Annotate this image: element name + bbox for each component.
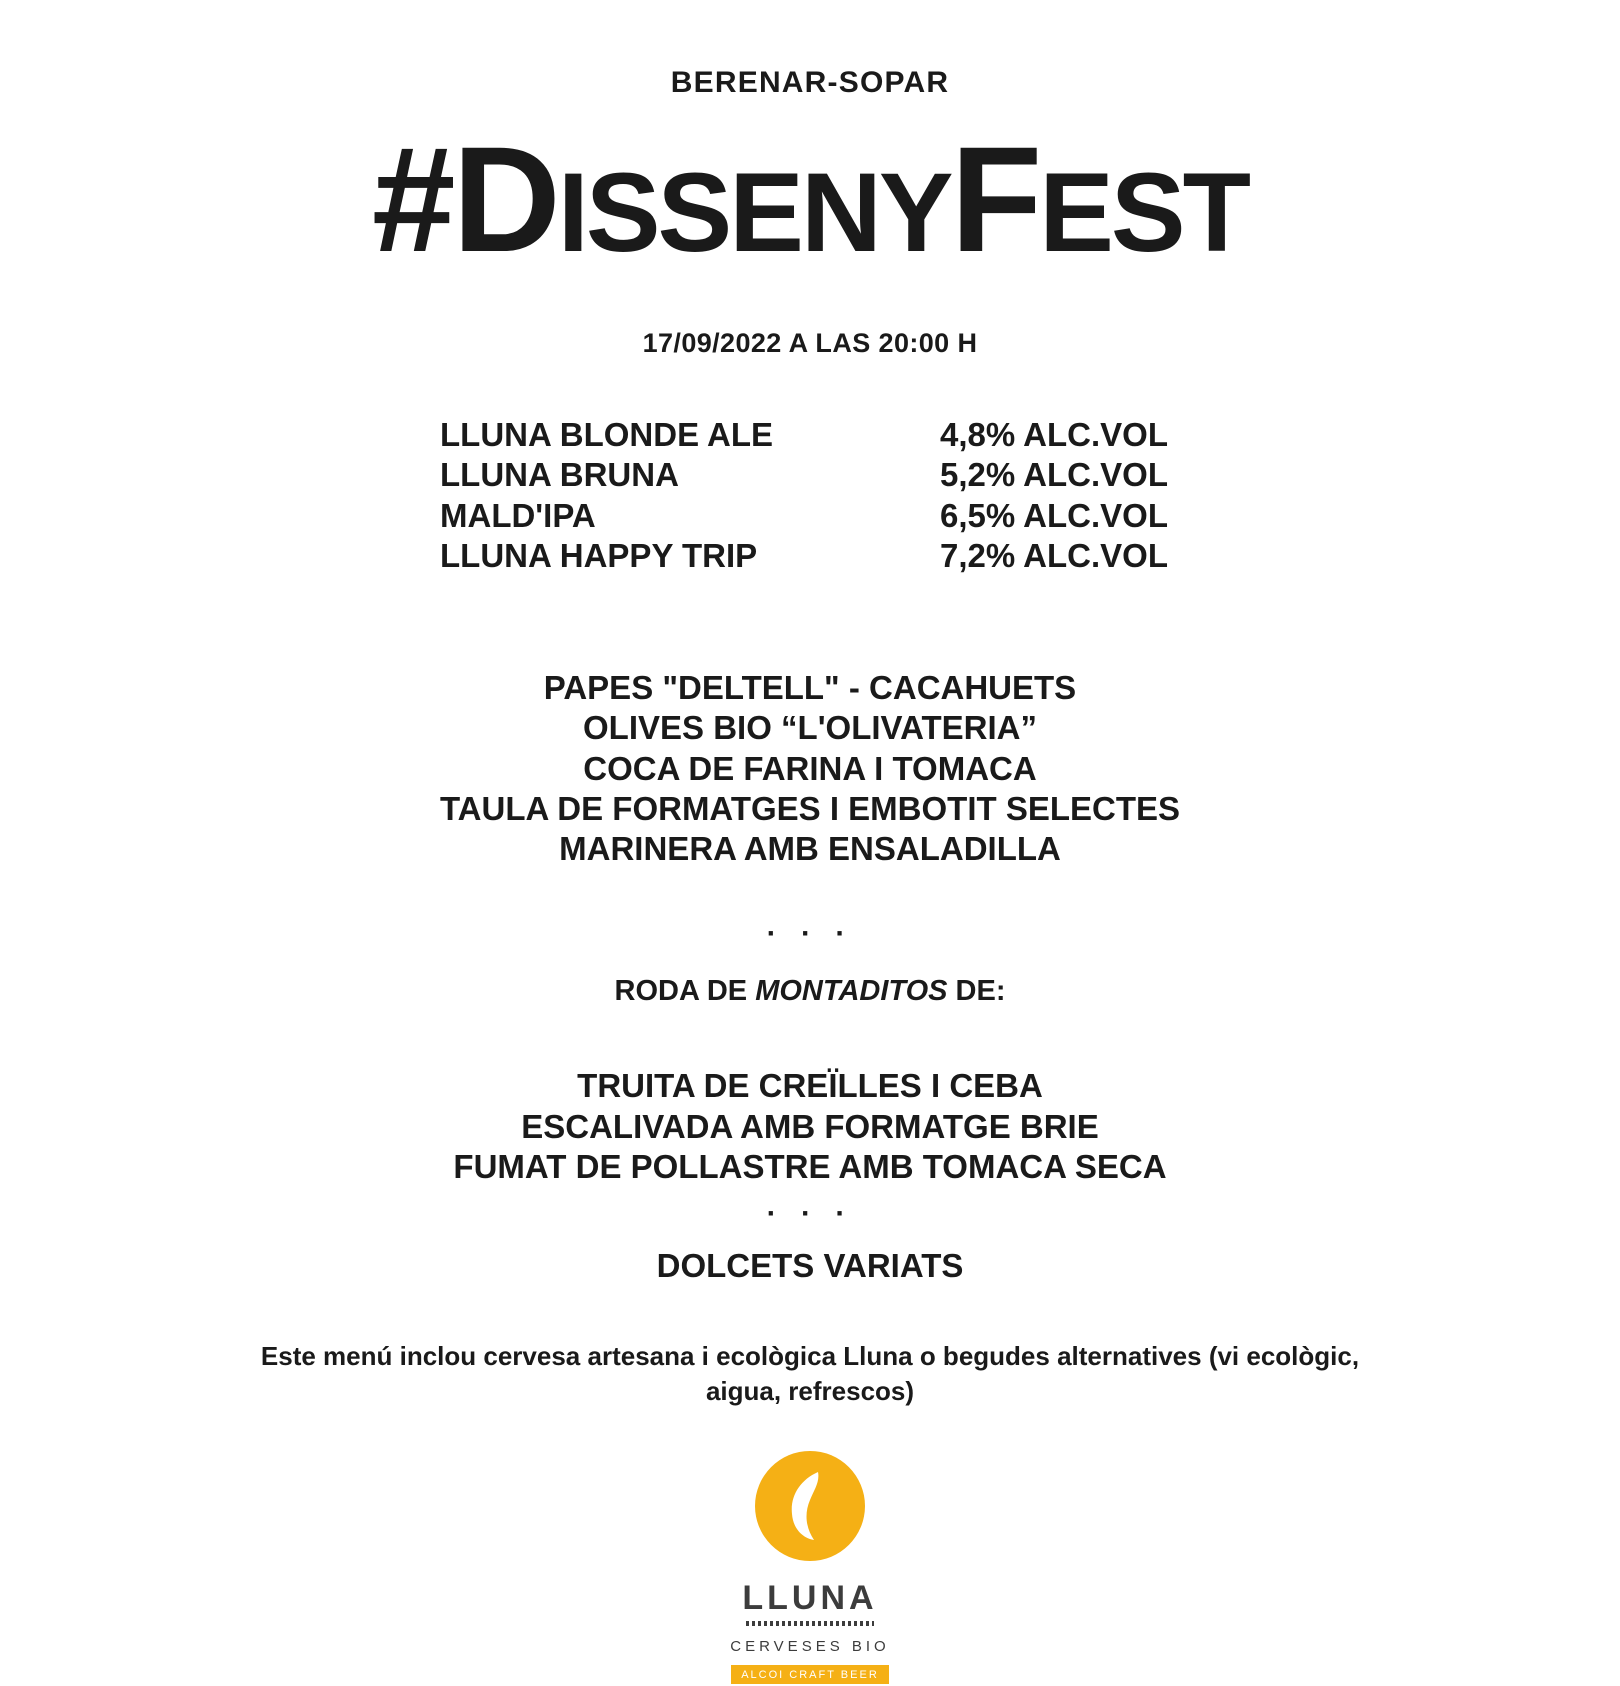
montaditos-list: [0, 1066, 1620, 1187]
beer-abv: 4,8% ALC.VOL: [940, 416, 1168, 453]
roda-heading: [0, 975, 1620, 1008]
list-item: TRUITA DE CREÏLLES I CEBA: [577, 1067, 1043, 1105]
title-part-est: EST: [1039, 150, 1249, 275]
list-item: TAULA DE FORMATGES I EMBOTIT SELECTES: [439, 789, 1181, 827]
roda-prefix: RODA DE: [614, 975, 756, 1008]
table-row: [440, 455, 1180, 495]
poster-canvas: [0, 66, 1620, 1686]
poster-kicker: BERENAR-SOPAR: [670, 66, 950, 99]
list-item: ESCALIVADA AMB FORMATGE BRIE: [521, 1107, 1099, 1145]
table-row: [440, 536, 1180, 576]
logo-subtitle: CERVESES BIO: [730, 1638, 890, 1656]
title-part-isseny: ISSENY: [557, 150, 951, 275]
section-divider: · · ·: [766, 917, 854, 951]
list-item: PAPES "DELTELL" - CACAHUETS: [543, 669, 1077, 706]
beer-name: MALD'IPA: [440, 496, 596, 534]
food-list: [0, 668, 1620, 869]
beer-name: LLUNA HAPPY TRIP: [440, 536, 758, 574]
title-part-f: F: [950, 115, 1040, 283]
logo-rule: [746, 1621, 874, 1626]
beer-name: LLUNA BLONDE ALE: [440, 416, 774, 453]
beer-abv: 7,2% ALC.VOL: [940, 536, 1168, 574]
list-item: MARINERA AMB ENSALADILLA: [559, 830, 1061, 867]
logo-badge: [755, 1451, 865, 1561]
roda-suffix: DE:: [947, 975, 1006, 1008]
list-item: COCA DE FARINA I TOMACA: [583, 749, 1037, 787]
logo-wordmark: LLUNA: [742, 1579, 878, 1618]
beer-name: LLUNA BRUNA: [440, 456, 679, 494]
menu-note: Este menú inclou cervesa artesana i ecològica Lluna o begudes alternatives (vi ecològic, aigua, refrescos): [260, 1341, 1360, 1407]
brand-logo: [0, 1451, 1620, 1684]
title-part-hash-d: #D: [371, 115, 558, 283]
beer-abv: 5,2% ALC.VOL: [940, 456, 1168, 494]
moon-icon: [780, 1470, 840, 1542]
table-row: [440, 415, 1180, 455]
event-datetime: 17/09/2022 A LAS 20:00 H: [642, 328, 978, 358]
dessert-line: DOLCETS VARIATS: [656, 1247, 964, 1284]
logo-tagline-badge: ALCOI CRAFT BEER: [731, 1665, 889, 1684]
list-item: OLIVES BIO “L'OLIVATERIA”: [583, 709, 1037, 747]
roda-italic-word: MONTADITOS: [755, 975, 948, 1008]
beer-list-table: [440, 415, 1180, 576]
table-row: [440, 496, 1180, 536]
page-title: [0, 115, 1620, 283]
beer-abv: 6,5% ALC.VOL: [940, 496, 1168, 534]
section-divider-2: · · ·: [766, 1197, 854, 1230]
list-item: FUMAT DE POLLASTRE AMB TOMACA SECA: [453, 1147, 1167, 1185]
